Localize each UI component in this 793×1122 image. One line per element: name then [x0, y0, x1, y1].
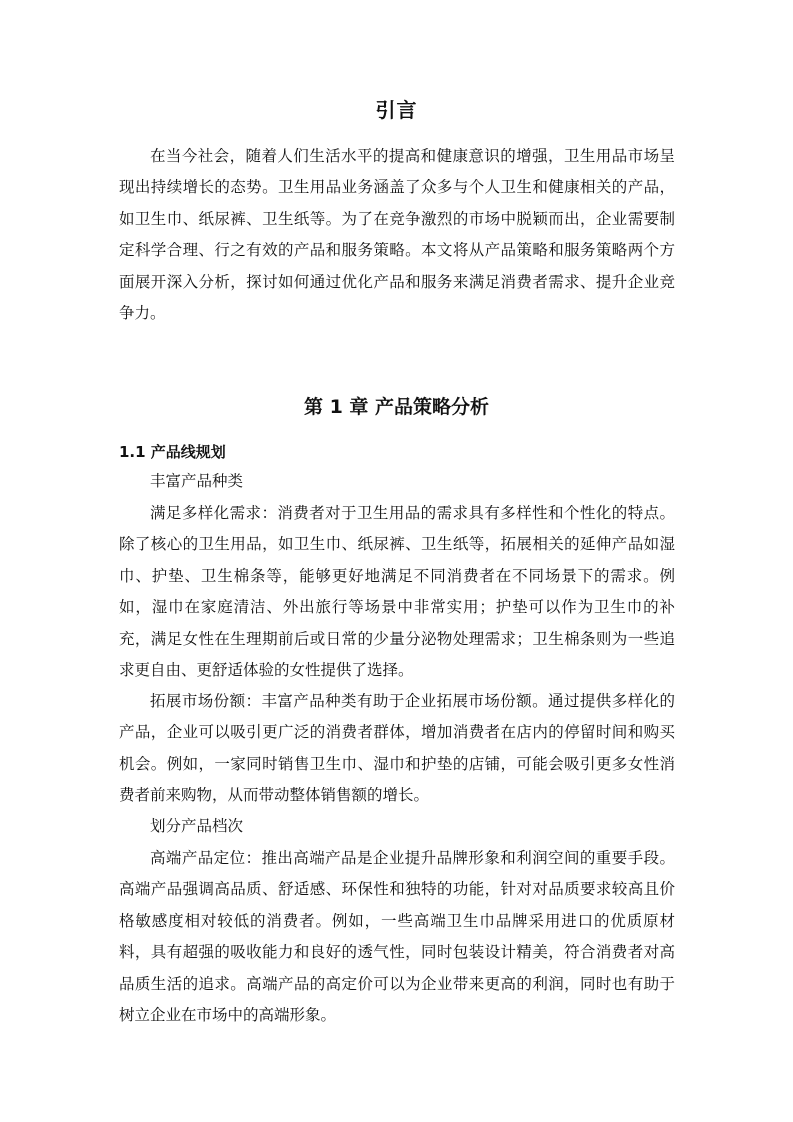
- paragraph-high-end: 高端产品定位：推出高端产品是企业提升品牌形象和利润空间的重要手段。高端产品强调高品质、舒适感、环保性和独特的功能，针对对品质要求较高且价格敏感度相对较低的消费者。例如，一些高端卫生巾品牌采用进口的优质原材料，具有超强的吸收能力和良好的透气性，同时包装设计精美，符合消费者对高品质生活的追求。高端产品的高定价可以为企业带来更高的利润，同时也有助于树立企业在市场中的高端形象。: [119, 849, 675, 1025]
- paragraph-diverse-needs: 满足多样化需求：消费者对于卫生用品的需求具有多样性和个性化的特点。除了核心的卫生用品，如卫生巾、纸尿裤、卫生纸等，拓展相关的延伸产品如湿巾、护垫、卫生棉条等，能够更好地满足不同消费者在不同场景下的需求。例如，湿巾在家庭清洁、外出旅行等场景中非常实用；护垫可以作为卫生巾的补充，满足女性在生理期前后或日常的少量分泌物处理需求；卫生棉条则为一些追求更自由、更舒适体验的女性提供了选择。: [119, 504, 675, 680]
- subheading-product-tiers: 划分产品档次: [150, 817, 244, 835]
- intro-paragraph: 在当今社会，随着人们生活水平的提高和健康意识的增强，卫生用品市场呈现出持续增长的态势。卫生用品业务涵盖了众多与个人卫生和健康相关的产品，如卫生巾、纸尿裤、卫生纸等。为了在竞争激烈的市场中脱颖而出，企业需要制定科学合理、行之有效的产品和服务策略。本文将从产品策略和服务策略两个方面展开深入分析，探讨如何通过优化产品和服务来满足消费者需求、提升企业竞争力。: [119, 147, 675, 323]
- chapter-heading: 第 1 章 产品策略分析: [303, 396, 490, 418]
- section-heading: 1.1 产品线规划: [119, 443, 226, 461]
- paragraph-market-share: 拓展市场份额：丰富产品种类有助于企业拓展市场份额。通过提供多样化的产品，企业可以吸引更广泛的消费者群体，增加消费者在店内的停留时间和购买机会。例如，一家同时销售卫生巾、湿巾和护垫的店铺，可能会吸引更多女性消费者前来购物，从而带动整体销售额的增长。: [119, 692, 675, 805]
- intro-heading: 引言: [375, 98, 418, 122]
- subheading-product-variety: 丰富产品种类: [150, 472, 244, 490]
